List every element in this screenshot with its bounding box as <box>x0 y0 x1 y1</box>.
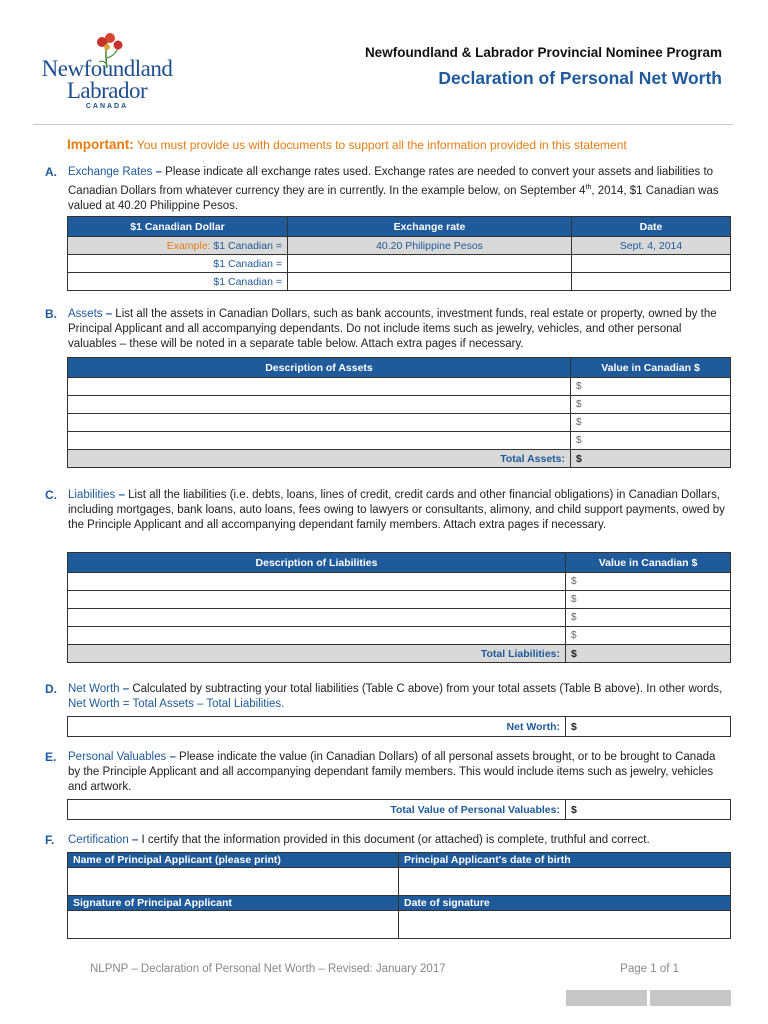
table-row <box>68 378 731 396</box>
valuables-label: Total Value of Personal Valuables: <box>68 800 566 820</box>
table-row: $1 Canadian = <box>68 273 731 291</box>
total-liabilities-field[interactable]: $ <box>566 645 731 663</box>
date-of-birth-field[interactable] <box>399 868 731 896</box>
asset-description-field[interactable] <box>68 432 571 450</box>
section-letter: C. <box>45 488 57 502</box>
table-row <box>68 627 731 645</box>
valuables-field[interactable]: $ <box>566 800 731 820</box>
province-logo <box>33 32 181 118</box>
table-row <box>68 591 731 609</box>
exchange-rate-field[interactable] <box>288 273 572 291</box>
total-row <box>68 645 731 663</box>
column-header: Description of Liabilities <box>68 553 566 573</box>
section-letter: F. <box>45 833 55 847</box>
section-c-text: Liabilities – List all the liabilities (i.e. debts, loans, lines of credit, credit cards and other financial obligations) in Canadian Dollars, including mortgages, bank loans, auto loans, fees owing to lawyers or consultants, alimony, and child support payments, owed by the Principle Applicant and all accompanying dependant family members. Attach extra pages if necessary. <box>68 489 725 531</box>
section-d-text: Net Worth – Calculated by subtracting your total liabilities (Table C above) from your total assets (Table B above). In other words, Net Worth = Total Assets – Total Liabilities. <box>68 683 723 710</box>
liability-description-field[interactable] <box>68 573 566 591</box>
section-heading: Liabilities <box>68 489 116 501</box>
page-number: Page 1 of 1 <box>620 963 679 975</box>
asset-value-field[interactable]: $ <box>571 432 731 450</box>
liability-description-field[interactable] <box>68 591 566 609</box>
gray-button[interactable] <box>566 990 647 1006</box>
name-label: Name of Principal Applicant (please print) <box>68 853 399 868</box>
liability-value-field[interactable]: $ <box>566 627 731 645</box>
applicant-name-field[interactable] <box>68 868 399 896</box>
table-row: $1 Canadian = <box>68 255 731 273</box>
footer-text: NLPNP – Declaration of Personal Net Worth – Revised: January 2017 <box>90 963 446 975</box>
asset-value-field[interactable]: $ <box>571 378 731 396</box>
example-rate: 40.20 Philippine Pesos <box>288 237 572 255</box>
program-name: Newfoundland & Labrador Provincial Nominee Program <box>364 45 722 60</box>
table-row <box>68 432 731 450</box>
table-row <box>68 911 731 939</box>
section-letter: B. <box>45 307 57 321</box>
asset-value-field[interactable]: $ <box>571 396 731 414</box>
column-header: Description of Assets <box>68 358 571 378</box>
net-worth-label: Net Worth: <box>68 717 566 737</box>
total-liabilities-label: Total Liabilities: <box>68 645 566 663</box>
dob-label: Principal Applicant's date of birth <box>399 853 731 868</box>
section-b-text: Assets – List all the assets in Canadian Dollars, such as bank accounts, investment funds, real estate or property, owned by the Principal Applicant and all accompanying dependants. Do not include items such as jewelry, vehicles, and other personal valuables – these will be noted in a separate table below. Attach extra pages if necessary. <box>68 308 717 350</box>
signature-label: Signature of Principal Applicant <box>68 896 399 911</box>
net-worth-formula: Net Worth = Total Assets – Total Liabilities. <box>68 698 285 710</box>
example-date: Sept. 4, 2014 <box>572 237 731 255</box>
net-worth-row <box>68 717 731 737</box>
exchange-rates-table <box>67 216 731 291</box>
valuables-table <box>67 799 731 820</box>
column-header: Date <box>572 217 731 237</box>
total-assets-field[interactable]: $ <box>571 450 731 468</box>
column-header: Exchange rate <box>288 217 572 237</box>
column-header: Value in Canadian $ <box>571 358 731 378</box>
certification-table <box>67 852 731 939</box>
table-row <box>68 573 731 591</box>
section-heading: Certification <box>68 834 129 846</box>
column-header: Value in Canadian $ <box>566 553 731 573</box>
signature-date-label: Date of signature <box>399 896 731 911</box>
gray-button[interactable] <box>650 990 731 1006</box>
section-e <box>45 750 730 795</box>
example-row: Example: $1 Canadian = 40.20 Philippine Pesos Sept. 4, 2014 <box>68 237 731 255</box>
liability-description-field[interactable] <box>68 609 566 627</box>
section-a <box>45 165 730 214</box>
section-letter: D. <box>45 682 57 696</box>
header-divider <box>33 124 733 125</box>
liability-value-field[interactable]: $ <box>566 609 731 627</box>
net-worth-table <box>67 716 731 737</box>
asset-description-field[interactable] <box>68 396 571 414</box>
table-row <box>68 414 731 432</box>
important-notice <box>67 137 627 152</box>
important-label: Important: <box>67 137 134 152</box>
valuables-row <box>68 800 731 820</box>
logo-text-canada: CANADA <box>85 103 129 110</box>
section-c <box>45 488 730 533</box>
document-title: Declaration of Personal Net Worth <box>438 68 722 88</box>
important-text: You must provide us with documents to support all the information provided in this statement <box>136 138 627 152</box>
table-row <box>68 868 731 896</box>
asset-description-field[interactable] <box>68 378 571 396</box>
exchange-rate-field[interactable] <box>288 255 572 273</box>
date-field[interactable] <box>572 255 731 273</box>
liability-description-field[interactable] <box>68 627 566 645</box>
logo-text-newfoundland: Newfoundland <box>41 56 173 81</box>
liability-value-field[interactable]: $ <box>566 591 731 609</box>
liability-value-field[interactable]: $ <box>566 573 731 591</box>
asset-description-field[interactable] <box>68 414 571 432</box>
asset-value-field[interactable]: $ <box>571 414 731 432</box>
section-e-text: Personal Valuables – Please indicate the value (in Canadian Dollars) of all personal assets brought, or to be brought to Canada by the Principle Applicant and all accompanying dependant family members. This would include items such as jewelry, vehicles and artwork. <box>68 751 716 793</box>
section-letter: E. <box>45 750 57 764</box>
column-header: $1 Canadian Dollar <box>68 217 288 237</box>
logo-text-labrador: Labrador <box>66 78 148 103</box>
signature-field[interactable] <box>68 911 399 939</box>
net-worth-field[interactable]: $ <box>566 717 731 737</box>
section-b <box>45 307 730 352</box>
table-row <box>68 609 731 627</box>
total-assets-label: Total Assets: <box>68 450 571 468</box>
table-row <box>68 396 731 414</box>
section-heading: Personal Valuables <box>68 751 167 763</box>
date-field[interactable] <box>572 273 731 291</box>
liabilities-table <box>67 552 731 663</box>
total-row <box>68 450 731 468</box>
section-letter: A. <box>45 165 57 179</box>
section-heading: Net Worth <box>68 683 120 695</box>
section-f-text: Certification – I certify that the information provided in this document (or attached) is complete, truthful and correct. <box>68 834 650 846</box>
section-heading: Exchange Rates <box>68 166 153 178</box>
section-f <box>45 833 730 848</box>
signature-date-field[interactable] <box>399 911 731 939</box>
section-a-text: Exchange Rates – Please indicate all exchange rates used. Exchange rates are needed to convert your assets and liabilities to Canadian Dollars from whatever currency they are in currently. In the example below, on September 4th, 2014, $1 Canadian was valued at 40.20 Philippine Pesos. <box>68 166 719 212</box>
assets-table <box>67 357 731 468</box>
section-d <box>45 682 730 712</box>
section-heading: Assets <box>68 308 103 320</box>
